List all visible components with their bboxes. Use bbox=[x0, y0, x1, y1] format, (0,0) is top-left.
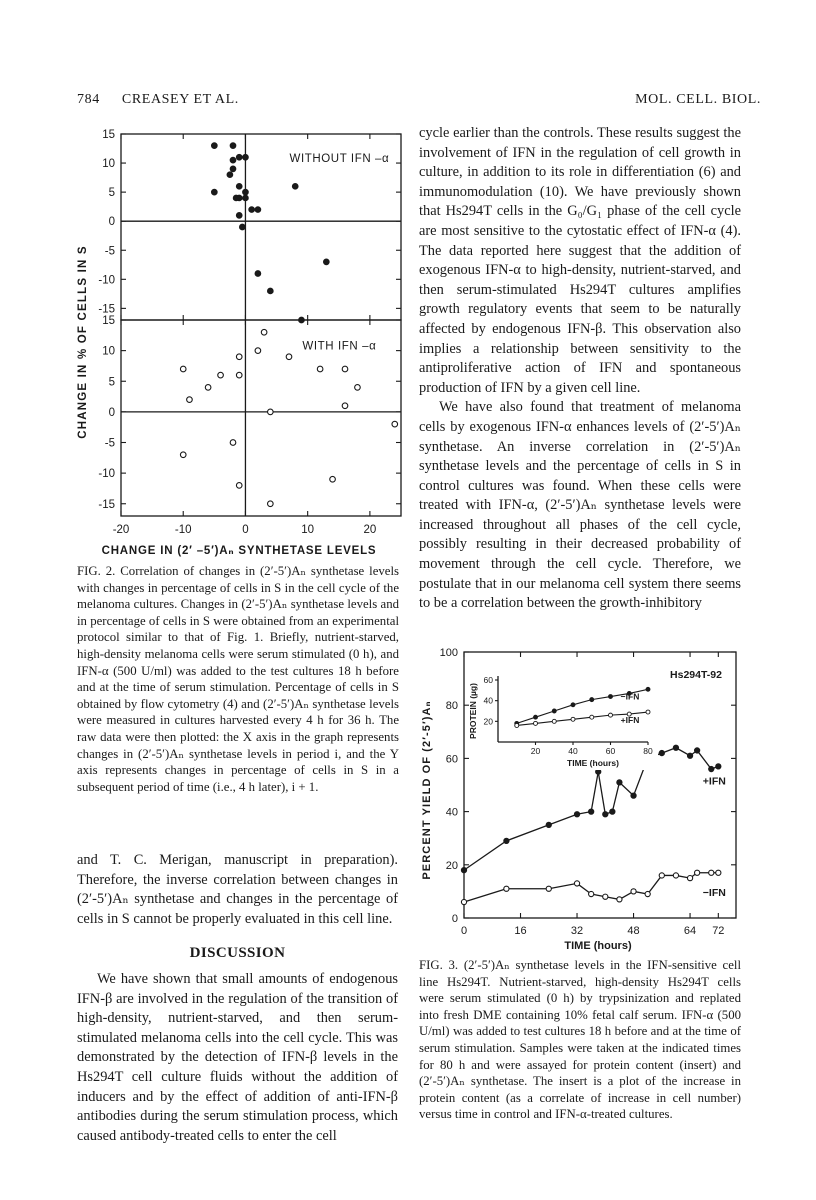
fig2-point-without-ifn bbox=[292, 184, 298, 190]
fig2-panel-annotation: WITH IFN –α bbox=[302, 340, 377, 353]
fig2-y-tick-label: 10 bbox=[102, 345, 115, 358]
fig3-series-label-minus-ifn: −IFN bbox=[702, 887, 726, 900]
fig3-series-minus-ifn-line bbox=[464, 873, 718, 902]
fig3-inset-point-minus-ifn bbox=[646, 687, 650, 691]
running-header-left bbox=[77, 92, 257, 108]
fig3-inset-point-minus-ifn bbox=[590, 698, 594, 702]
fig3-x-tick-label: 64 bbox=[683, 925, 697, 937]
fig2-point-without-ifn bbox=[255, 271, 261, 277]
fig2-x-tick-label: -10 bbox=[174, 524, 192, 536]
right-paragraph-2: We have also found that treatment of melanoma cells by exogenous IFN-α enhances levels of (2′-5′)Aₙ synthetase. An inverse correlation in (2′-5′)Aₙ synthetase levels and the percentage of cells in S in control cultures was found. When these cells were treated with IFN-α, (2′-5′)Aₙ synthetase levels were increased throughout all phases of the cell cycle, possibly resulting in their decreased probability of movement through the cell cycle. Therefore, we postulate that in our melanoma cell system there seems to be a correlation between the growth-inhibitory bbox=[419, 399, 741, 612]
fig3-inset-point-plus-ifn bbox=[590, 715, 594, 719]
fig2-point-without-ifn bbox=[212, 143, 218, 149]
fig3-point-minus-ifn bbox=[603, 894, 608, 899]
fig3-inset-point-minus-ifn bbox=[571, 703, 575, 707]
fig3-y-tick-label: 80 bbox=[445, 700, 458, 713]
fig3-inset-y-tick-label: 20 bbox=[483, 716, 493, 727]
fig2-point-without-ifn bbox=[233, 195, 239, 201]
fig2-y-tick-label: 5 bbox=[108, 187, 115, 200]
fig2-point-with-ifn bbox=[230, 440, 236, 446]
fig2-point-with-ifn bbox=[236, 483, 242, 489]
discussion-body bbox=[77, 970, 398, 1146]
fig2-point-without-ifn bbox=[236, 213, 242, 219]
fig3-x-tick-label: 72 bbox=[712, 925, 725, 937]
fig3-point-minus-ifn bbox=[574, 881, 579, 886]
fig3-cell-line-label: Hs294T-92 bbox=[670, 669, 722, 681]
fig2-x-tick-label: 0 bbox=[242, 524, 249, 536]
fig2-y-tick-label: 15 bbox=[102, 315, 115, 327]
fig3-inset-x-axis-label: TIME (hours) bbox=[567, 758, 619, 768]
fig2-point-with-ifn bbox=[286, 354, 292, 360]
fig3-point-plus-ifn bbox=[659, 750, 664, 755]
fig3-inset-point-plus-ifn bbox=[552, 719, 556, 723]
fig3-point-minus-ifn bbox=[589, 891, 594, 896]
fig3-x-tick-label: 32 bbox=[570, 925, 584, 937]
fig3-inset-label-plus-ifn: +IFN bbox=[620, 715, 640, 726]
fig3-x-tick-label: 0 bbox=[460, 925, 468, 937]
page-number: 784 bbox=[77, 92, 100, 107]
fig2-point-with-ifn bbox=[205, 385, 211, 391]
figure-3-line-chart bbox=[416, 640, 746, 955]
fig2-x-tick-labels bbox=[113, 524, 377, 536]
fig2-point-without-ifn bbox=[212, 189, 218, 195]
fig2-y-tick-label: 0 bbox=[108, 406, 115, 419]
fig2-y-tick-label: 15 bbox=[102, 129, 115, 141]
fig2-point-with-ifn bbox=[236, 372, 242, 378]
fig3-point-plus-ifn bbox=[589, 809, 594, 814]
fig2-point-with-ifn bbox=[236, 354, 242, 360]
fig2-point-with-ifn bbox=[218, 372, 224, 378]
fig3-point-minus-ifn bbox=[631, 889, 636, 894]
running-authors: CREASEY ET AL. bbox=[121, 92, 239, 107]
fig3-point-plus-ifn bbox=[631, 793, 636, 798]
right-paragraph-1: cycle earlier than the controls. These results suggest the involvement of IFN in the regulation of cell growth in culture, in addition to its role in differentiation (6) and immunomodulation (10). We have previously shown that Hs294T cells in the G₀/G₁ phase of the cell cycle are most sensitive to the cytostatic effect of IFN-α (4). The data reported here suggest that the addition of exogenous IFN-α to high-density, nutrient-starved, and then serum-stimulated Hs294T cultures amplifies growth regulatory events that seem to be naturally affected by endogenous IFN-β. This observation also implies a relationship between sensitivity to the antiproliferative action of IFN and spontaneous production of IFN by a given cell line. bbox=[419, 125, 741, 396]
fig2-x-tick-label: -20 bbox=[112, 524, 130, 536]
fig2-point-with-ifn bbox=[268, 501, 274, 507]
discussion-paragraph: We have shown that small amounts of endogenous IFN-β are involved in the regulation of the transition of high-density, nutrient-starved, and then serum-stimulated melanoma cells into the cell cycle. This was demonstrated by the detection of IFN-β levels in the Hs294T cell culture fluids without the addition of inducers and by the effect of addition of anti-IFN-β antibodies during the serum stimulation process, which caused antibody-treated cells to enter the cell bbox=[77, 971, 398, 1144]
fig3-point-plus-ifn bbox=[603, 812, 608, 817]
fig3-point-plus-ifn bbox=[610, 809, 615, 814]
fig3-inset-x-tick-label: 20 bbox=[530, 746, 541, 756]
fig2-point-without-ifn bbox=[230, 166, 236, 172]
fig3-point-minus-ifn bbox=[709, 870, 714, 875]
fig2-point-with-ifn bbox=[255, 348, 261, 354]
fig2-point-without-ifn bbox=[249, 207, 255, 213]
fig3-inset-point-plus-ifn bbox=[609, 713, 613, 717]
fig3-inset-point-plus-ifn bbox=[571, 717, 575, 721]
fig2-point-with-ifn bbox=[180, 366, 186, 372]
fig3-y-tick-label: 0 bbox=[451, 913, 458, 925]
fig2-point-with-ifn bbox=[261, 329, 267, 335]
fig3-y-axis-label: PERCENT YIELD OF (2′-5′)Aₙ bbox=[421, 700, 433, 880]
fig2-point-with-ifn bbox=[392, 421, 398, 427]
fig2-y-tick-label: -5 bbox=[104, 437, 115, 450]
fig3-inset-point-minus-ifn bbox=[534, 715, 538, 719]
fig2-y-tick-label: 5 bbox=[108, 376, 115, 389]
fig2-y-tick-label: -5 bbox=[104, 245, 115, 258]
fig3-point-minus-ifn bbox=[504, 886, 509, 891]
fig2-point-without-ifn bbox=[230, 157, 236, 163]
fig2-point-with-ifn bbox=[317, 366, 323, 372]
fig2-y-tick-label: -15 bbox=[98, 498, 115, 511]
journal-name: MOL. CELL. BIOL. bbox=[635, 92, 761, 107]
fig3-series-label-plus-ifn: +IFN bbox=[702, 775, 726, 788]
fig2-point-with-ifn bbox=[180, 452, 186, 458]
fig2-bottom-panel bbox=[98, 315, 401, 516]
fig3-caption bbox=[419, 957, 741, 1123]
fig2-point-with-ifn bbox=[187, 397, 193, 403]
fig3-inset-point-plus-ifn bbox=[515, 723, 519, 727]
fig3-point-minus-ifn bbox=[716, 870, 721, 875]
fig2-point-with-ifn bbox=[342, 403, 348, 409]
fig3-point-minus-ifn bbox=[546, 886, 551, 891]
fig2-caption-text: Correlation of changes in (2′-5′)Aₙ synthetase levels with changes in percentage of cells in S in the cell cycle of the melanoma cultures. Changes in (2′-5′)Aₙ synthetase levels and in percentage of cells in S were obtained from an experimental protocol similar to that of Fig. 1. Briefly, nutrient-starved, high-density melanoma cells were serum stimulated (0 h), and IFN-α (500 U/ml) was added to the test cultures 18 h before and at the time of serum stimulation. Percentage of cells in S obtained by flow cytometry (4) and (2′-5′)Aₙ synthetase levels were measured in cultures harvested every 4 h for 36 h. The raw data were then plotted: the X axis in the graph represents changes in (2′-5′)Aₙ synthetase levels in period i, and the Y axis represents changes in percentage of cells in S in a subsequent period of time (i.e., 4 h later), i + 1. bbox=[77, 564, 399, 794]
fig2-y-tick-label: -10 bbox=[98, 468, 115, 481]
fig2-point-without-ifn bbox=[243, 189, 249, 195]
fig3-point-minus-ifn bbox=[673, 873, 678, 878]
right-column-text bbox=[419, 124, 741, 614]
fig2-y-axis-label: CHANGE IN % OF CELLS IN S bbox=[77, 245, 89, 439]
fig3-point-plus-ifn bbox=[504, 838, 509, 843]
fig2-point-with-ifn bbox=[268, 409, 274, 415]
left-column-paragraph bbox=[77, 851, 398, 929]
fig3-y-tick-label: 20 bbox=[445, 859, 458, 872]
fig2-point-with-ifn bbox=[330, 476, 336, 482]
fig2-y-tick-label: -10 bbox=[98, 274, 115, 287]
fig3-point-minus-ifn bbox=[695, 870, 700, 875]
fig3-inset-label-minus-ifn: −IFN bbox=[620, 691, 640, 702]
fig3-caption-text: (2′-5′)Aₙ synthetase levels in the IFN-sensitive cell line Hs294T. Nutrient-starved, high-density Hs294T cells were serum stimulated (0 h) by trypsinization and replated into fresh DME containing 10% fetal calf serum. IFN-α (500 U/ml) was added to test cultures 18 h before and at the time of serum stimulation. Samples were taken at the indicated times for 80 h and were assayed for protein content (insert) and (2′-5′)Aₙ synthetase. The insert is a plot of the increase in protein content (as a correlate of increase in cell number) versus time in control and IFN-α-treated cultures. bbox=[419, 958, 741, 1122]
fig3-x-tick-label: 16 bbox=[514, 925, 527, 937]
fig3-inset-x-tick-label: 60 bbox=[605, 746, 616, 756]
fig2-caption bbox=[77, 563, 399, 795]
fig3-point-minus-ifn bbox=[645, 891, 650, 896]
fig3-point-plus-ifn bbox=[617, 780, 622, 785]
fig2-point-without-ifn bbox=[227, 172, 233, 178]
fig2-x-axis-label: CHANGE IN (2′ –5′)Aₙ SYNTHETASE LEVELS bbox=[101, 545, 377, 557]
fig3-y-tick-label: 60 bbox=[445, 753, 458, 766]
fig3-inset-point-plus-ifn bbox=[646, 710, 650, 714]
fig3-inset-x-tick-label: 80 bbox=[643, 746, 653, 756]
fig3-point-plus-ifn bbox=[695, 748, 700, 753]
fig2-point-without-ifn bbox=[236, 154, 242, 160]
fig3-y-tick-label: 40 bbox=[445, 806, 458, 819]
fig2-point-with-ifn bbox=[355, 385, 361, 391]
fig3-point-plus-ifn bbox=[574, 812, 579, 817]
fig3-inset-point-plus-ifn bbox=[534, 721, 538, 725]
fig3-point-minus-ifn bbox=[617, 897, 622, 902]
fig2-top-panel bbox=[98, 129, 401, 323]
fig2-point-with-ifn bbox=[342, 366, 348, 372]
fig2-panel-annotation: WITHOUT IFN –α bbox=[289, 152, 390, 165]
fig3-y-tick-label: 100 bbox=[439, 647, 458, 659]
fig3-point-plus-ifn bbox=[687, 753, 692, 758]
fig2-point-without-ifn bbox=[240, 224, 246, 230]
discussion-heading: DISCUSSION bbox=[189, 945, 286, 961]
fig2-x-tick-label: 10 bbox=[301, 524, 315, 536]
fig3-inset-x-tick-label: 40 bbox=[568, 746, 578, 756]
fig2-point-without-ifn bbox=[236, 184, 242, 190]
fig2-point-without-ifn bbox=[324, 259, 330, 265]
left-paragraph: and T. C. Merigan, manuscript in preparation). Therefore, the inverse correlation between changes in (2′-5′)Aₙ synthetase and changes in the percentage of cells in S cannot be properly evaluated in this cell line. bbox=[77, 852, 398, 927]
fig3-inset-point-minus-ifn bbox=[609, 695, 613, 699]
fig2-x-tick-label: 20 bbox=[363, 524, 377, 536]
figure-2-scatter bbox=[74, 122, 404, 562]
fig3-inset-y-axis-label: PROTEIN (µg) bbox=[468, 683, 478, 739]
fig2-point-without-ifn bbox=[243, 195, 249, 201]
fig3-point-plus-ifn bbox=[716, 764, 721, 769]
fig2-point-without-ifn bbox=[268, 288, 274, 294]
fig3-point-plus-ifn bbox=[461, 868, 466, 873]
fig3-x-axis-label: TIME (hours) bbox=[564, 940, 632, 952]
fig3-inset-y-tick-label: 40 bbox=[483, 695, 493, 706]
fig2-point-without-ifn bbox=[255, 207, 261, 213]
fig2-y-tick-label: 10 bbox=[102, 158, 115, 171]
fig3-inset-y-tick-label: 60 bbox=[483, 675, 493, 685]
fig2-y-tick-label: 0 bbox=[108, 216, 115, 229]
fig3-point-minus-ifn bbox=[461, 899, 466, 904]
fig3-point-minus-ifn bbox=[659, 873, 664, 878]
fig2-caption-label: FIG. 2. bbox=[77, 564, 116, 578]
fig3-point-plus-ifn bbox=[546, 822, 551, 827]
fig3-inset-plot bbox=[468, 672, 658, 770]
fig2-point-without-ifn bbox=[230, 143, 236, 149]
fig2-y-tick-label: -15 bbox=[98, 303, 115, 316]
fig3-point-minus-ifn bbox=[687, 876, 692, 881]
fig3-point-plus-ifn bbox=[709, 766, 714, 771]
fig2-point-without-ifn bbox=[243, 154, 249, 160]
fig3-x-tick-label: 48 bbox=[627, 925, 640, 937]
fig3-caption-label: FIG. 3. bbox=[419, 958, 459, 972]
fig3-inset-point-minus-ifn bbox=[552, 709, 556, 713]
fig3-point-plus-ifn bbox=[673, 745, 678, 750]
